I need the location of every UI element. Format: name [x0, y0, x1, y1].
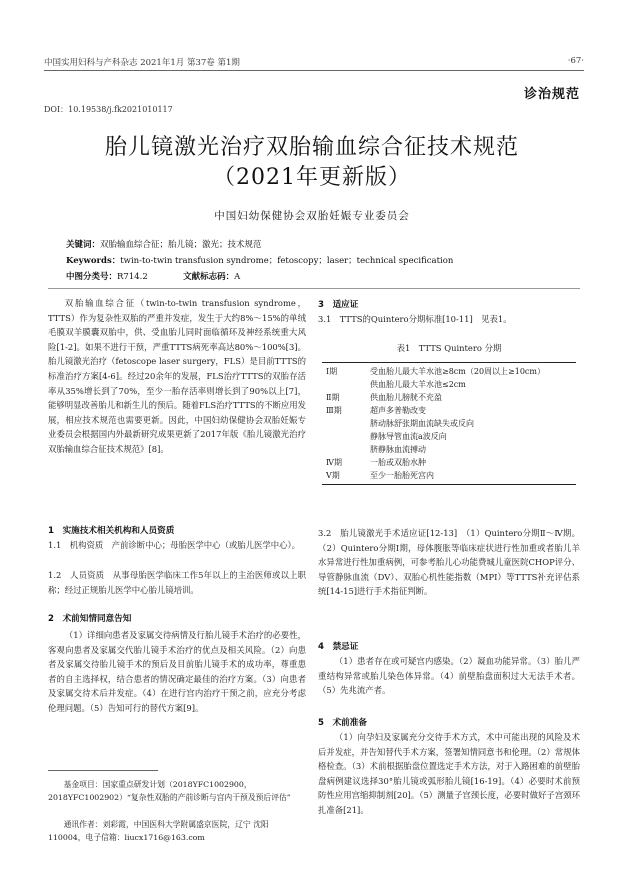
- intro-paragraph: 双胎输血综合征（twin-to-twin transfusion syndrome，TTTS）作为复杂性双胎的严重并发症，发生于大约8%～15%的单绒毛膜双羊膜囊双胎中，供、受血胎儿同时面临循环及神经系统重大风险[1-2]。如果不进行干预，严重TTTS病死率高达80%～100%[3]。胎儿镜激光治疗（fetoscope laser surgery，FLS）是目前TTTS的标准治疗方案[4-6]。经过20余年的发展，FLS治疗TTTS的双胎存活率从35%增长到了70%，至少一胎存活率则增长到了90%以上[7]，能够明显改善胎儿和新生儿的预后。随着FLS治疗TTTS的不断应用发展，相应技术规范也需要更新。因此，中国妇幼保健协会双胎妊娠专业委员会根据国内外最新研究成果更新了2017年版《胎儿镜激光治疗双胎输血综合征技术规范》[8]。: [48, 298, 306, 454]
- table-stage-cell: Ⅳ期: [326, 458, 342, 467]
- section-3-1: 3.1 TTTS的Quintero分期标准[10-11] 见表1。: [318, 314, 512, 324]
- footnote-fund: 基金项目：国家重点研发计划（2018YFC1002900，2018YFC1002902）“复杂性双胎的产前诊断与宫内干预及预后评估”: [48, 780, 291, 803]
- table-criterion-cell: 脐动脉舒张期血流缺失或反向: [370, 419, 474, 428]
- journal-header: 中国实用妇科与产科杂志 2021年1月 第37卷 第1期: [44, 58, 240, 68]
- table-row: [322, 365, 576, 378]
- section-1-2: 1.2 人员资质 从事母胎医学临床工作5年以上的主治医师或以上职称；经过正规胎儿医学中心胎儿镜培训。: [48, 570, 306, 595]
- section-4-body: （1）患者存在或可疑宫内感染。（2）凝血功能异常。（3）胎儿严重结构异常或胎儿染色体异常。（4）前壁胎盘面积过大无法手术者。（5）先兆流产者。: [318, 656, 580, 696]
- section-5-heading: 5 术前准备: [318, 718, 367, 728]
- table-stage-cell: Ⅰ期: [326, 367, 338, 376]
- section-tag: 诊治规范: [523, 87, 580, 102]
- table-criterion-cell: 至少一胎胎死宫内: [370, 471, 434, 480]
- table-row: [322, 391, 576, 404]
- table-criterion-cell: 供血胎儿最大羊水池≤2cm: [370, 380, 466, 389]
- table-row: [322, 443, 576, 456]
- table-criterion-cell: 超声多普勒改变: [370, 406, 426, 415]
- section-1-1: 1.1 机构资质 产前诊断中心；母胎医学中心（或胎儿医学中心）。: [48, 540, 300, 550]
- page-number: ·67·: [567, 56, 584, 66]
- author: 中国妇幼保健协会双胎妊娠专业委员会: [214, 210, 410, 222]
- table-stage-cell: [322, 417, 366, 430]
- table-row: [322, 404, 576, 417]
- doi: DOI：10.19538/j.fk2021010117: [44, 105, 173, 114]
- section-2-body: （1）详细向患者及家属交待病情及行胎儿镜手术治疗的必要性，客观向患者及家属交代胎儿镜手术治疗的优点及相关风险。（2）向患者及家属交待胎儿镜手术的预后及目前胎儿镜手术的成功率，尊重患者的自主选择权，结合患者的情况确定最佳的治疗方案。（3）向患者及家属交待术后并发症。（4）在进行宫内治疗干预之前，应充分考虑伦理问题。（5）告知可行的替代方案[9]。: [48, 630, 306, 713]
- section-3-heading: 3 适应证: [318, 300, 359, 310]
- table-row: [322, 430, 576, 443]
- footnote-rule: [48, 770, 158, 771]
- header-rule: [44, 70, 584, 71]
- keywords-cn-label: 关键词：: [66, 240, 101, 250]
- table-criterion-cell: 一胎或双胎水肿: [370, 458, 426, 467]
- table-stage-cell: Ⅱ期: [326, 393, 340, 402]
- table-stage-cell: [322, 443, 366, 456]
- section-3-2: 3.2 胎儿镜激光手术适应证[12-13] （1）Quintero分期Ⅱ～Ⅳ期。（2）Quintero分期Ⅰ期，母体腹胀等临床症状进行性加重或者胎儿羊水异常进行性加重病例，可参考胎儿心功能费城儿童医院CHOP评分、导管静脉血流（DV）、双胎心机性能指数（MPI）等TTTS补充评估系统[14-15]进行手术指征判断。: [318, 528, 580, 597]
- article-subtitle: （2021年更新版）: [213, 165, 411, 190]
- doc-code-label: 文献标志码：: [183, 272, 235, 282]
- table-stage-cell: [322, 430, 366, 443]
- table-row: [322, 378, 576, 391]
- clc-value: R714.2: [117, 272, 148, 282]
- section-1-heading: 1 实施技术相关机构和人员资质: [48, 526, 175, 536]
- keywords-en-label: Keywords：: [66, 256, 121, 266]
- table-stage-cell: Ⅲ期: [326, 406, 342, 415]
- clc-label: 中图分类号：: [66, 272, 118, 282]
- section-2-heading: 2 术前知情同意告知: [48, 614, 132, 624]
- table-title: 表1 TTTS Quintero 分期: [396, 343, 502, 353]
- meta-rule: [48, 288, 580, 289]
- keywords-en: [66, 254, 453, 266]
- keywords-cn: [66, 238, 262, 250]
- table-row: [322, 456, 576, 469]
- table-criterion-cell: 受血胎儿最大羊水池≥8cm（20周以上≥10cm）: [370, 367, 545, 376]
- section-5-body: （1）向孕妇及家属充分交待手术方式，术中可能出现的风险及术后并发症，并告知替代手术方案，签署知情同意书和伦理。（2）常规体格检查。（3）术前根据胎盘位置选定手术方法，对于入路困难的前壁胎盘病例建议选择30°胎儿镜或弧形胎儿镜[16-19]。（4）必要时术前预防性应用宫缩抑制剂[20]。（5）测量子宫颈长度，必要时做好子宫颈环扎准备[21]。: [318, 732, 580, 815]
- table-criterion-cell: 脐静脉血流搏动: [370, 445, 426, 454]
- classification: [66, 270, 240, 282]
- table-row: [322, 469, 576, 482]
- doc-code-value: A: [234, 272, 241, 282]
- keywords-en-text: twin-to-twin transfusion syndrome；fetoscopy；laser；technical specification: [120, 256, 454, 266]
- table-criterion-cell: 静脉导管血流a波反向: [370, 432, 447, 441]
- table-stage-cell: [322, 378, 366, 391]
- quintero-table: [322, 362, 576, 485]
- footnote-contact: 通讯作者：刘彩霞，中国医科大学附属盛京医院，辽宁 沈阳 110004，电子信箱：liucx1716@163.com: [48, 820, 269, 843]
- keywords-cn-text: 双胎输血综合征；胎儿镜；激光；技术规范: [100, 240, 262, 250]
- article-title: 胎儿镜激光治疗双胎输血综合征技术规范: [104, 135, 519, 160]
- table-row: [322, 417, 576, 430]
- section-4-heading: 4 禁忌证: [318, 642, 359, 652]
- table-criterion-cell: 供血胎儿膀胱不充盈: [370, 393, 442, 402]
- table-stage-cell: Ⅴ期: [326, 471, 340, 480]
